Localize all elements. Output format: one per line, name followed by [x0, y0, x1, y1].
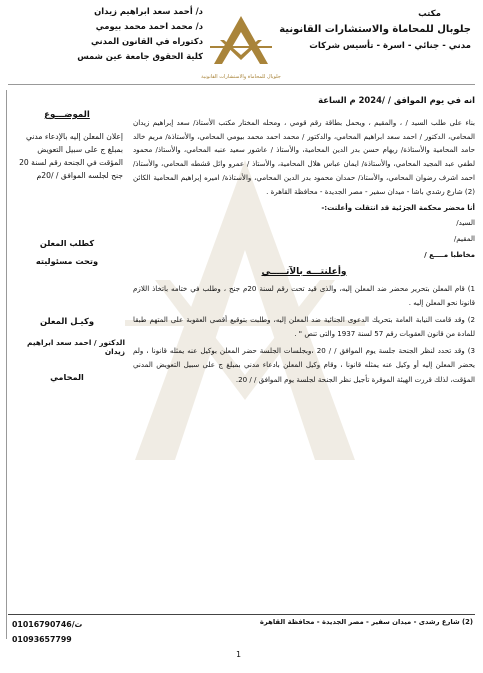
agent-role: المحامي: [50, 372, 84, 382]
notice-items: [133, 282, 475, 388]
sidebar: [6, 90, 127, 639]
requester-responsibility: وتحت مسئوليته: [35, 256, 99, 266]
phone-2: 01093657799: [12, 635, 72, 644]
firm-header: [271, 6, 471, 54]
subject-title: الموضـــوع: [44, 110, 90, 120]
main-body: [133, 94, 475, 389]
requester-label: كطلب المعلن: [39, 238, 95, 248]
footer-address: (2) شارع رشدى - ميدان سفير - مصر الجديدة - محافظة القاهرة: [259, 618, 473, 626]
phone-1: ت/01016790746: [12, 620, 83, 629]
petition-paragraph: بناء على طلب السيد / ، والمقيم ، ويحمل بطاقة رقم قومي ، ومحله المختار مكتب الأستاذ/ سعد إبراهيم زيدان المحامي، الدكتور / احمد سعد ابراهيم المحامي، والدكتور / محمد احمد محمد بيومي المحامي، والأستاذة/ مريم خالد حامد المحامية والأستاذة/ ريهام حسن بدر الدين المحامية، والأستاذ / عاشور سعيد عنبه المحامي، والأستاذ/ محمود لطفي عبد المجيد المحامي، والأستاذة/ ايمان عباس هلال المحامية، والأستاذ / عمرو وائل قشطه المحامي، والأستاذ/ احمد اشرف رضوان المحامي، والأستاذ/ حمدان محمود بدر الدين المحامي، والأستاذة/ اميره إبراهيم المحامية الكائن (2) شارع رشدي باشا - ميدان سفير - مصر الجديدة - محافظة القاهرة .: [133, 117, 475, 196]
logo-caption: جلوبال للمحاماة والاستشارات القانونية: [201, 74, 281, 80]
firm-label: مكتب: [418, 9, 441, 19]
lawyer-faculty: كلية الحقوق جامعة عين شمس: [77, 51, 203, 61]
addressed-line: مخاطبا مــــع /: [424, 249, 475, 259]
subject-text: إعلان المعلن إليه بالإدعاء مدني بمبلغ ج على سبيل التعويض المؤقت في الجنحة رقم لسنة 20 جنح لجلسه الموافق / /20م: [19, 132, 123, 180]
date-line: انه في يوم الموافق / /2024 م الساعة: [318, 95, 475, 105]
court-line: أنا محضر محكمة الجزئية قد انتقلت وأعلنت:-: [321, 202, 475, 212]
footer-divider: [8, 614, 475, 615]
footer-phones: [12, 617, 82, 647]
firm-services: مدني - جنائي - اسرة - تأسيس شركات: [309, 41, 471, 51]
notice-item: 1) قام المعلن بتحرير محضر ضد المعلن إليه، والذى قيد تحت رقم لسنة 20م جنح ، وطلب في ختامه باتخاذ اللازم قانونا نحو المعلن إليه .: [133, 283, 475, 308]
lawyer-degree: دكتوراه في القانون المدني: [91, 36, 203, 46]
header-divider: [8, 84, 475, 85]
notice-item: 2) وقد قامت النيابة العامة بتحريك الدعوى الجنائية ضد المعلن إليه، وطلبت بتوقيع أقصى العقوبة على المتهم طبقا للمادة من قانون العقوبات رقم 57 لسنة 1937 والتى تنص " .: [133, 314, 475, 339]
mr-line: السيد/: [456, 218, 475, 228]
page-number: 1: [236, 650, 242, 659]
firm-name: جلوبال للمحاماة والاستشارات القانونية: [279, 24, 471, 35]
lawyers-header: [8, 4, 203, 64]
agent-name: الدكتور / احمد سعد ابراهيم زيدان: [27, 338, 125, 356]
firm-logo-icon: [200, 14, 282, 84]
agent-title: وكيـل المعلن: [39, 316, 95, 326]
resident-line: المقيم/: [453, 234, 475, 244]
notice-item: 3) وقد تحدد لنظر الجنحة جلسة يوم الموافق / / 20 ،وبجلسات الجلسة حضر المعلن بوكيل عنه يمثله قانونا ، ولم يحضر المعلن إليه أو وكيل عنه يمثله قانونا ، وقام وكيل المعلن بادعاء مدني بمبلغ ج على سبيل التعويض المدني المؤقت، لذلك قررت الهيئة الموقرة تأجيل نظر الجنحة لجلسة يوم الموافق / / 20.: [133, 345, 475, 384]
notice-title: وأعلنتـــه بالآتـــــي: [261, 266, 347, 277]
lawyer-name-1: د/ أحمد سعد ابراهيم زيدان: [94, 6, 203, 16]
lawyer-name-2: د/ محمد احمد محمد بيومي: [95, 21, 203, 31]
